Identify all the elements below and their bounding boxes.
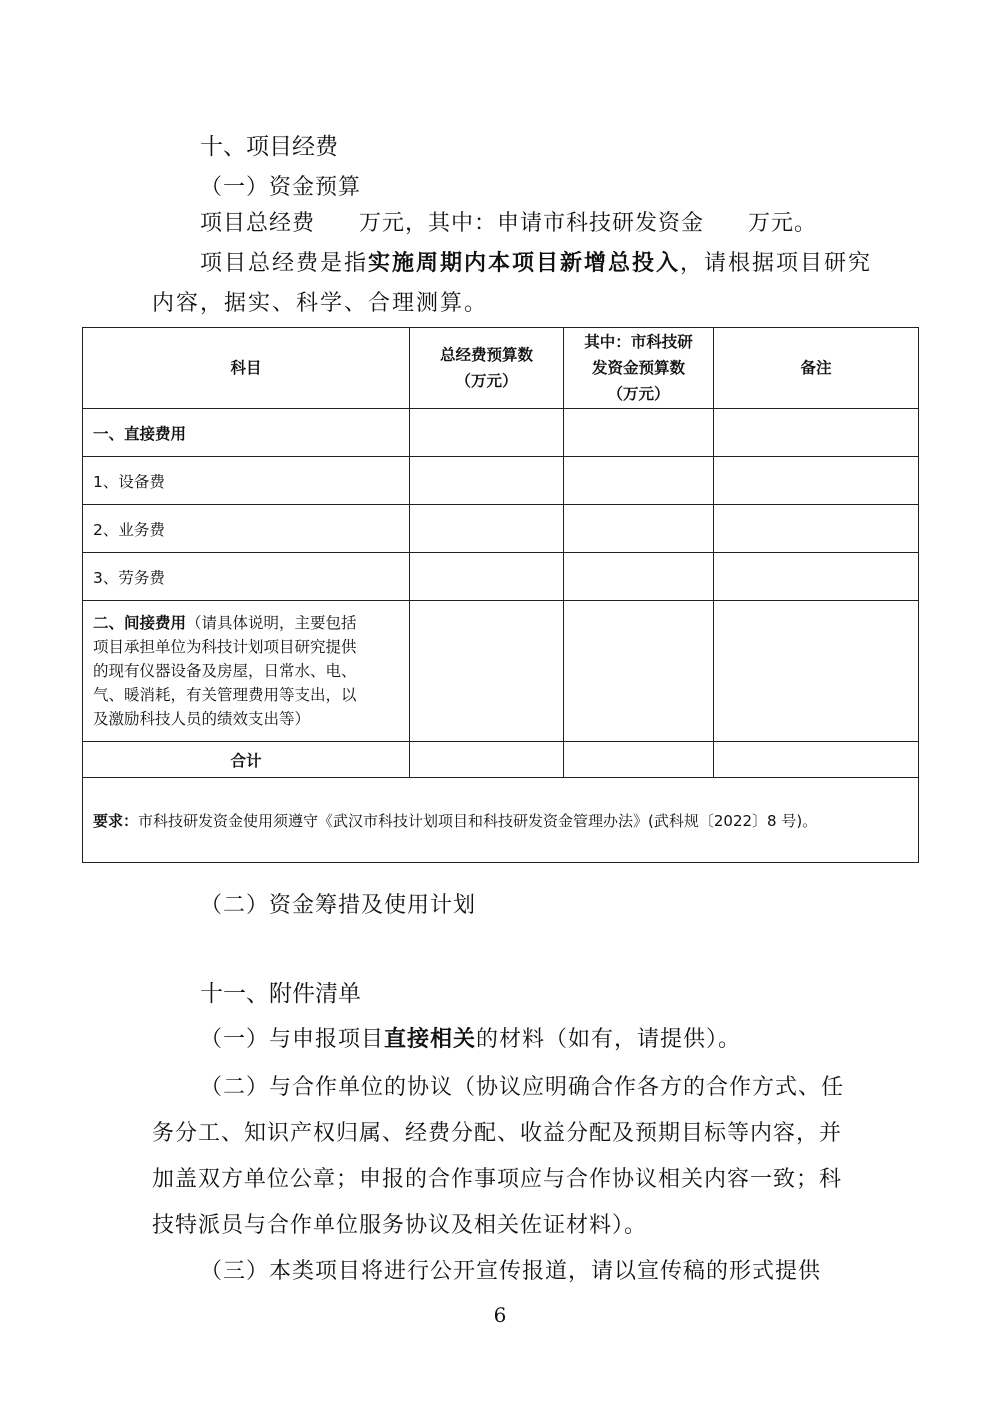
cell-input[interactable]: [564, 505, 714, 553]
cell-input[interactable]: [714, 409, 919, 457]
budget-description-line2: 内容，据实、科学、合理测算。: [152, 291, 489, 316]
indirect-line1: （请具体说明，主要包括: [186, 614, 357, 632]
indirect-line4: 气、暖消耗，有关管理费用等支出，以: [93, 686, 357, 704]
requirement-text: 市科技研发资金使用须遵守《武汉市科技计划项目和科技研发资金管理办法》(武科规〔2022〕8 号)。: [138, 811, 818, 830]
attachment-item-2-line2: 务分工、知识产权归属、经费分配、收益分配及预期目标等内容，并: [152, 1121, 843, 1146]
cell-input[interactable]: [564, 553, 714, 601]
header-city-line2: 发资金预算数: [591, 359, 685, 377]
page-number: 6: [493, 1303, 507, 1327]
cell-input[interactable]: [410, 742, 564, 778]
desc-pre: 项目总经费是指: [200, 251, 369, 276]
cell-input[interactable]: [714, 553, 919, 601]
row-business: 2、业务费: [83, 505, 410, 553]
item1-bold: 直接相关: [384, 1026, 477, 1052]
item1-post: 的材料（如有，请提供）。: [476, 1027, 742, 1052]
city-fund-label: 万元，其中：申请市科技研发资金: [359, 211, 705, 236]
section-10-title: 十、项目经费: [200, 134, 338, 160]
budget-table: [82, 327, 919, 863]
table-row: [83, 457, 919, 505]
header-total-line1: 总经费预算数: [439, 346, 533, 364]
row-equipment: 1、设备费: [83, 457, 410, 505]
attachment-item-2-line4: 技特派员与合作单位服务协议及相关佐证材料）。: [152, 1213, 648, 1238]
header-remark: 备注: [714, 328, 919, 409]
table-row: [83, 409, 919, 457]
row-indirect-cost: [83, 601, 410, 742]
cell-input[interactable]: [410, 409, 564, 457]
attachment-item-1: [200, 1022, 741, 1053]
budget-subtitle: （一）资金预算: [200, 175, 362, 200]
table-note-row: [83, 778, 919, 863]
requirement-note: [83, 778, 919, 863]
total-budget-line: [200, 206, 817, 237]
header-total-budget: [410, 328, 564, 409]
row-labor: 3、劳务费: [83, 553, 410, 601]
table-row: [83, 601, 919, 742]
table-row: [83, 742, 919, 778]
requirement-label: 要求：: [93, 811, 139, 830]
cell-input[interactable]: [714, 457, 919, 505]
header-total-line2: （万元）: [455, 372, 518, 390]
section-11-title: 十一、附件清单: [200, 981, 361, 1007]
table-header-row: [83, 328, 919, 409]
desc-bold: 实施周期内本项目新增总投入: [368, 250, 681, 276]
indirect-label: 二、间接费用: [93, 614, 187, 632]
cell-input[interactable]: [410, 553, 564, 601]
cell-input[interactable]: [410, 601, 564, 742]
attachment-item-2-line3: 加盖双方单位公章；申报的合作事项应与合作协议相关内容一致；科: [152, 1167, 843, 1192]
desc-post: ，请根据项目研究: [680, 251, 873, 276]
table-row: [83, 553, 919, 601]
header-city-line1: 其中：市科技研: [584, 333, 693, 351]
indirect-line3: 的现有仪器设备及房屋，日常水、电、: [93, 662, 357, 680]
table-row: [83, 505, 919, 553]
attachment-item-3: （三）本类项目将进行公开宣传报道，请以宣传稿的形式提供: [200, 1259, 822, 1284]
row-direct-cost: 一、直接费用: [83, 409, 410, 457]
indirect-line2: 项目承担单位为科技计划项目研究提供: [93, 638, 357, 656]
item1-pre: （一）与申报项目: [200, 1027, 385, 1052]
budget-description: [200, 246, 872, 277]
cell-input[interactable]: [714, 505, 919, 553]
header-city-line3: （万元）: [607, 385, 670, 403]
header-subject: 科目: [83, 328, 410, 409]
cell-input[interactable]: [410, 457, 564, 505]
cell-input[interactable]: [564, 457, 714, 505]
cell-input[interactable]: [564, 742, 714, 778]
row-total: 合计: [83, 742, 410, 778]
attachment-item-2-line1: （二）与合作单位的协议（协议应明确合作各方的合作方式、任: [200, 1075, 845, 1100]
cell-input[interactable]: [714, 742, 919, 778]
header-city-fund: [564, 328, 714, 409]
cell-input[interactable]: [714, 601, 919, 742]
unit-label: 万元。: [748, 211, 818, 236]
cell-input[interactable]: [564, 601, 714, 742]
indirect-line5: 及激励科技人员的绩效支出等）: [93, 710, 311, 728]
cell-input[interactable]: [410, 505, 564, 553]
total-budget-label: 项目总经费: [200, 211, 316, 236]
funding-plan-subtitle: （二）资金筹措及使用计划: [200, 893, 477, 918]
cell-input[interactable]: [564, 409, 714, 457]
